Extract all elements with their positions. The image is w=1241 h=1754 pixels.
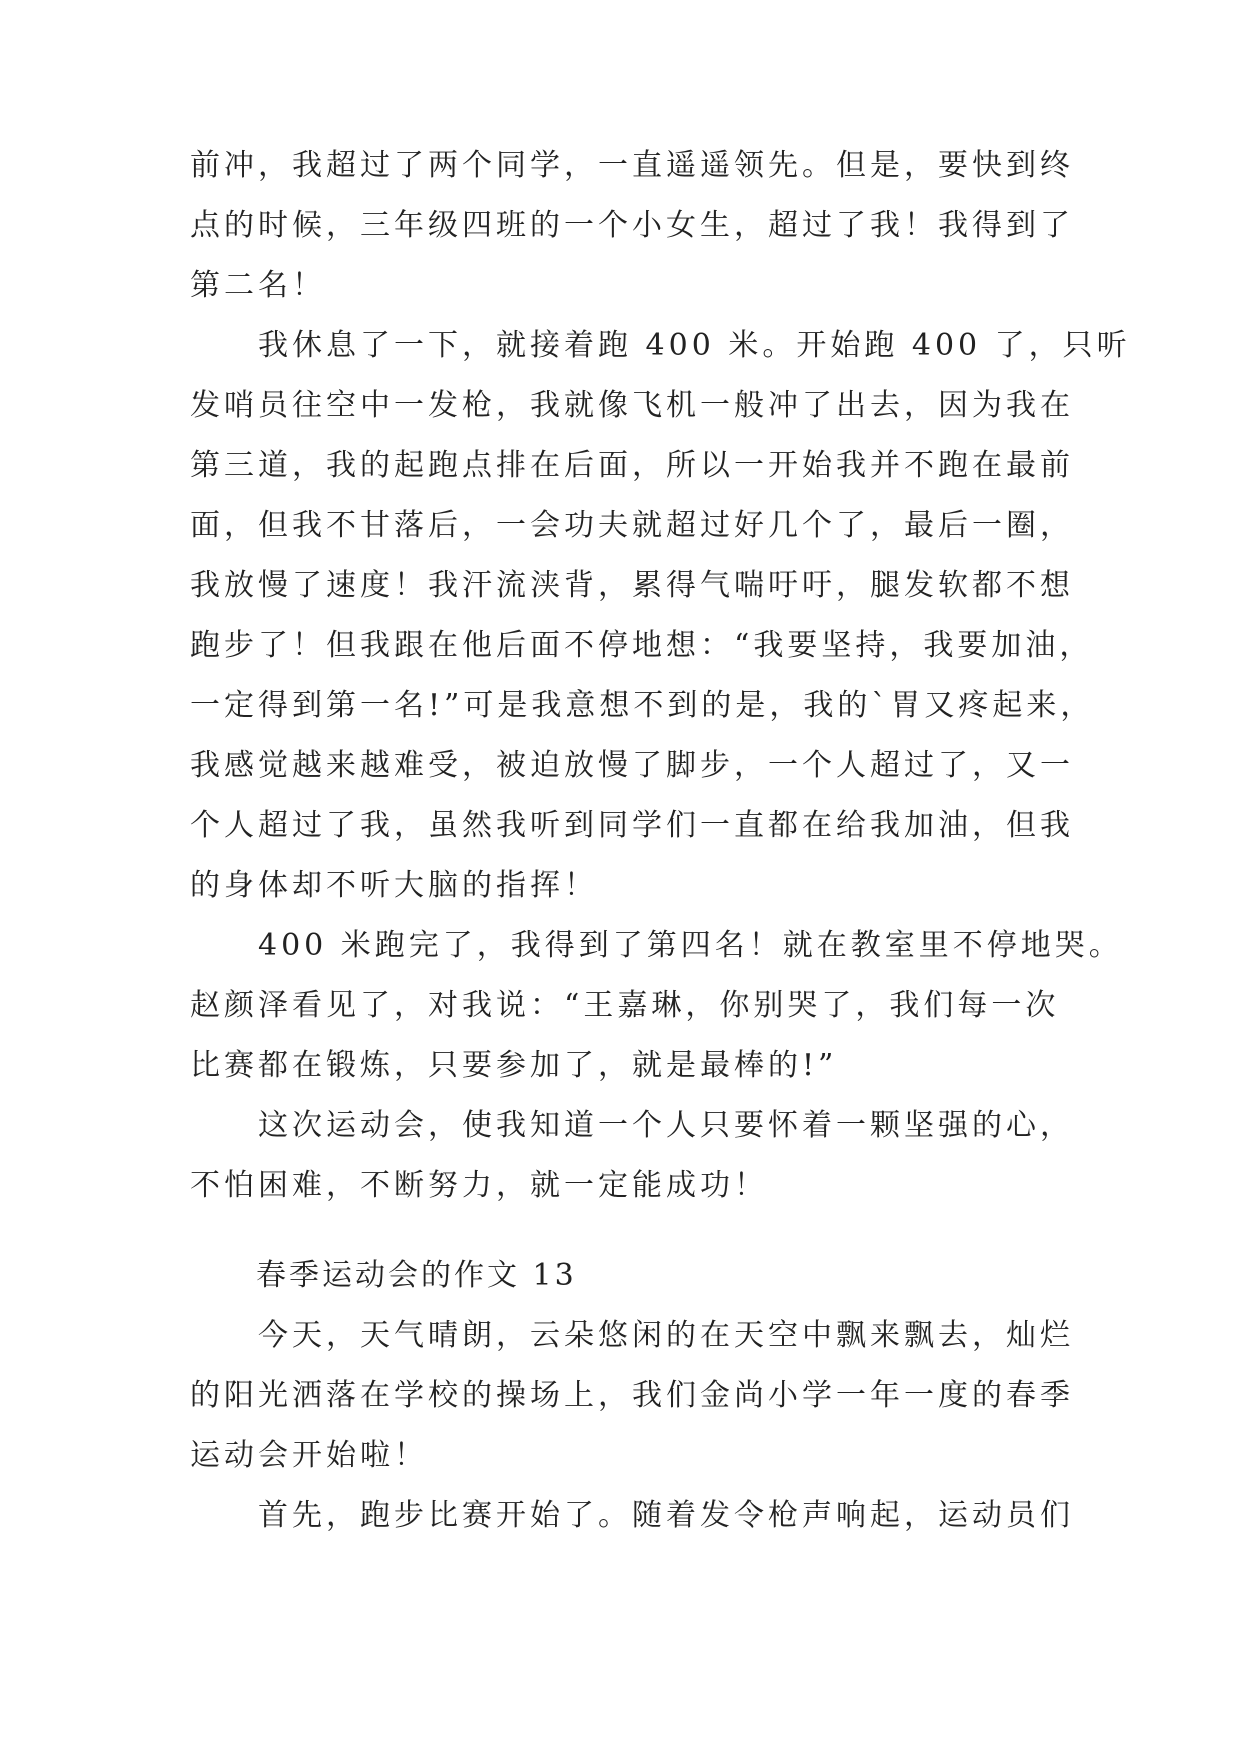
section-heading bbox=[190, 1246, 1070, 1306]
text-line: 第二名！ bbox=[190, 268, 326, 303]
text-line: 一定得到第一名!”可是我意想不到的是，我的`胃又疼起来， bbox=[190, 688, 1095, 723]
body-text-section-2 bbox=[190, 1306, 1074, 1546]
heading-text: 春季运动会的作文 13 bbox=[190, 1258, 577, 1293]
text-line: 赵颜泽看见了，对我说：“王嘉琳，你别哭了，我们每一次 bbox=[190, 988, 1060, 1023]
text-line: 400 米跑完了，我得到了第四名！就在教室里不停地哭。 bbox=[190, 928, 1123, 963]
text-line: 第三道，我的起跑点排在后面，所以一开始我并不跑在最前 bbox=[190, 448, 1074, 483]
text-line: 前冲，我超过了两个同学，一直遥遥领先。但是，要快到终 bbox=[190, 148, 1074, 183]
text-line: 不怕困难，不断努力，就一定能成功！ bbox=[190, 1168, 768, 1203]
text-line: 跑步了！但我跟在他后面不停地想：“我要坚持，我要加油， bbox=[190, 628, 1094, 663]
text-line: 的身体却不听大脑的指挥！ bbox=[190, 868, 598, 903]
body-text-section-1 bbox=[190, 136, 1131, 1216]
text-line: 面，但我不甘落后，一会功夫就超过好几个了，最后一圈， bbox=[190, 508, 1074, 543]
text-line: 比赛都在锻炼，只要参加了，就是最棒的!” bbox=[190, 1048, 838, 1083]
text-line: 发哨员往空中一发枪，我就像飞机一般冲了出去，因为我在 bbox=[190, 388, 1074, 423]
text-line: 首先，跑步比赛开始了。随着发令枪声响起，运动员们 bbox=[190, 1498, 1074, 1533]
text-line: 今天，天气晴朗，云朵悠闲的在天空中飘来飘去，灿烂 bbox=[190, 1318, 1074, 1353]
text-line: 这次运动会，使我知道一个人只要怀着一颗坚强的心， bbox=[190, 1108, 1074, 1143]
text-line: 我放慢了速度！我汗流浃背，累得气喘吁吁，腿发软都不想 bbox=[190, 568, 1074, 603]
text-line: 我休息了一下，就接着跑 400 米。开始跑 400 了，只听 bbox=[190, 328, 1131, 363]
text-line: 的阳光洒落在学校的操场上，我们金尚小学一年一度的春季 bbox=[190, 1378, 1074, 1413]
text-line: 我感觉越来越难受，被迫放慢了脚步，一个人超过了，又一 bbox=[190, 748, 1074, 783]
text-line: 点的时候，三年级四班的一个小女生，超过了我！我得到了 bbox=[190, 208, 1074, 243]
text-line: 个人超过了我，虽然我听到同学们一直都在给我加油，但我 bbox=[190, 808, 1074, 843]
text-line: 运动会开始啦！ bbox=[190, 1438, 428, 1473]
